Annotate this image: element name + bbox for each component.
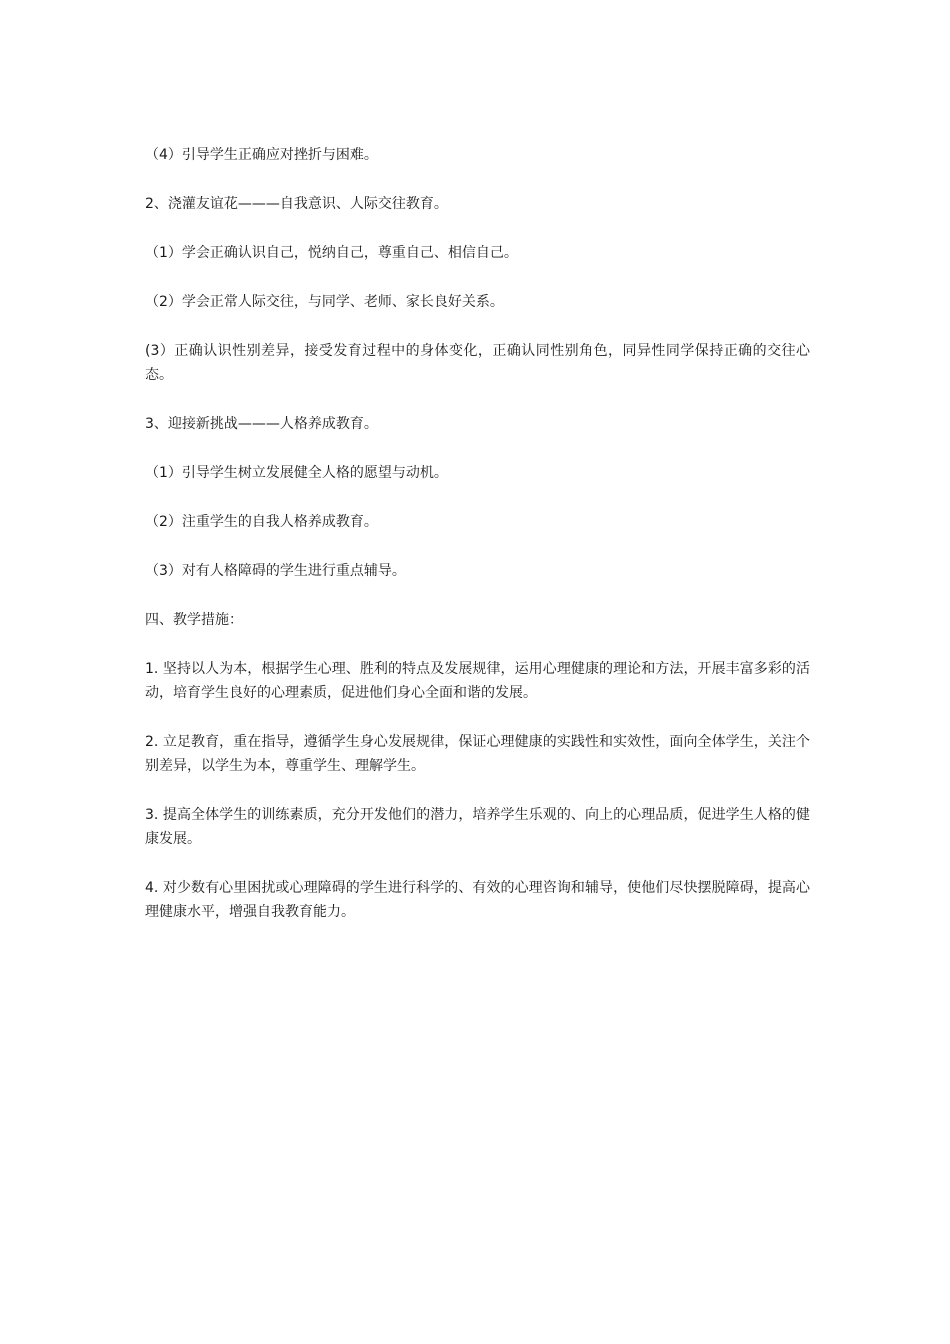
paragraph-sub-item-1: （1）引导学生树立发展健全人格的愿望与动机。 <box>145 465 448 481</box>
paragraph-measure-4: 4. 对少数有心里困扰或心理障碍的学生进行科学的、有效的心理咨询和辅导，使他们尽快摆脱障碍，提高心理健康水平，增强自我教育能力。 <box>145 880 810 920</box>
paragraph-sub-item-4: （4）引导学生正确应对挫折与困难。 <box>145 147 378 163</box>
paragraph-measure-2: 2. 立足教育，重在指导，遵循学生身心发展规律，保证心理健康的实践性和实效性，面向全体学生，关注个别差异，以学生为本，尊重学生、理解学生。 <box>145 734 810 774</box>
paragraph-section-2-heading: 2、浇灌友谊花———自我意识、人际交往教育。 <box>145 196 448 212</box>
document-body <box>145 143 810 949</box>
paragraph-measure-1: 1. 坚持以人为本，根据学生心理、胜利的特点及发展规律，运用心理健康的理论和方法，开展丰富多彩的活动，培育学生良好的心理素质，促进他们身心全面和谐的发展。 <box>145 661 810 701</box>
paragraph-section-3-heading: 3、迎接新挑战———人格养成教育。 <box>145 416 378 432</box>
paragraph-measure-3: 3. 提高全体学生的训练素质，充分开发他们的潜力，培养学生乐观的、向上的心理品质，促进学生人格的健康发展。 <box>145 807 810 847</box>
paragraph-sub-item-1: （1）学会正确认识自己，悦纳自己，尊重自己、相信自己。 <box>145 245 518 261</box>
paragraph-sub-item-2: （2）注重学生的自我人格养成教育。 <box>145 514 378 530</box>
paragraph-sub-item-2: （2）学会正常人际交往，与同学、老师、家长良好关系。 <box>145 294 504 310</box>
paragraph-section-4-heading: 四、教学措施： <box>145 612 243 628</box>
paragraph-sub-item-3: （3）对有人格障碍的学生进行重点辅导。 <box>145 563 406 579</box>
paragraph-sub-item-3: (3）正确认识性别差异，接受发育过程中的身体变化，正确认同性别角色，同异性同学保持正确的交往心态。 <box>145 343 810 383</box>
